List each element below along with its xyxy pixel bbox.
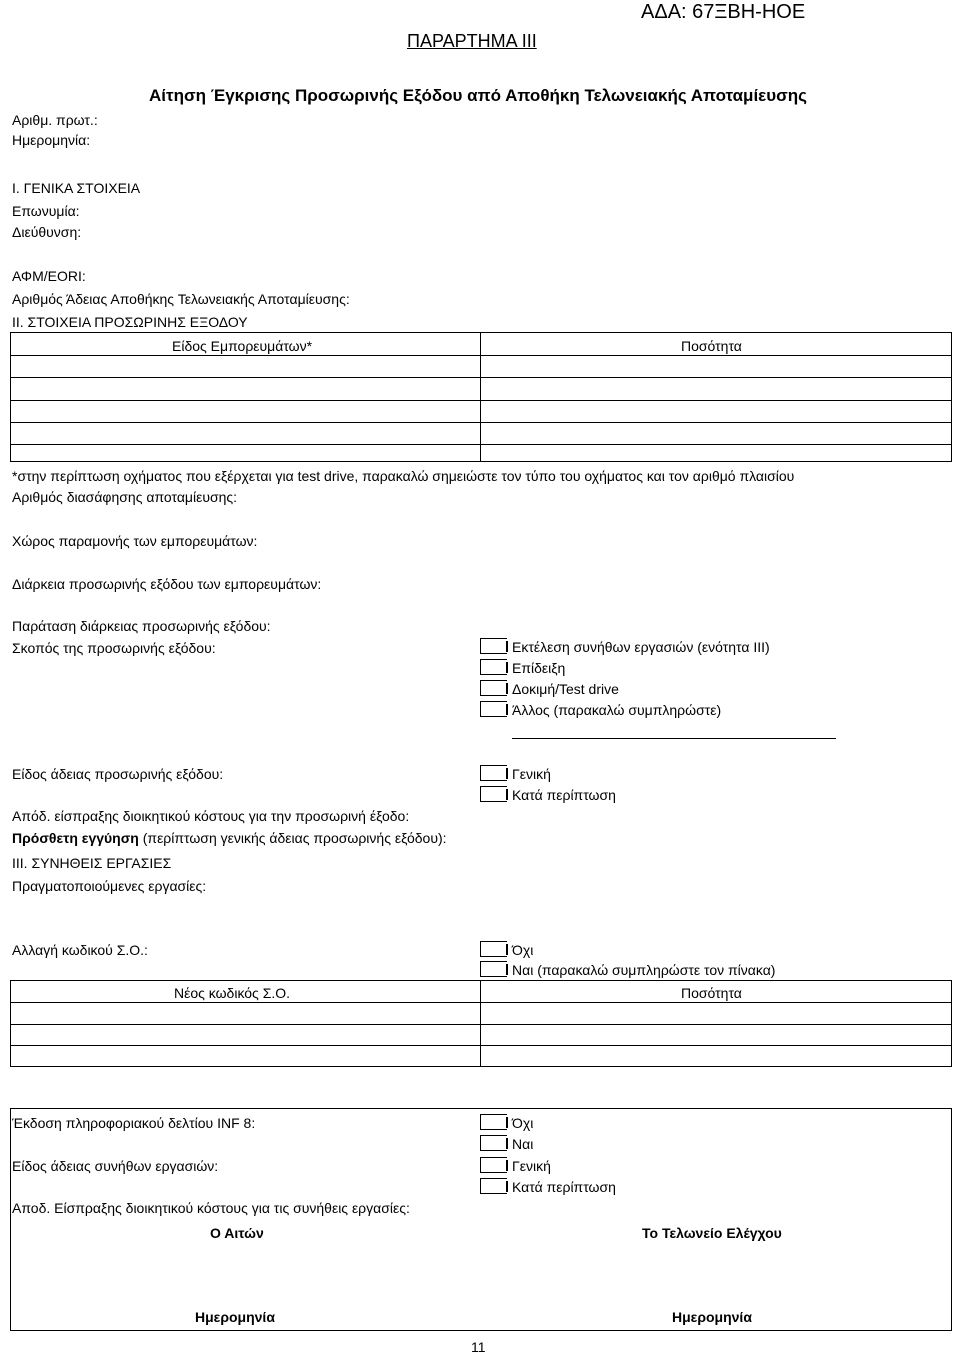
applicant-signature-label: Ο Αιτών — [210, 1225, 264, 1241]
code-table-row-line — [10, 1045, 951, 1046]
date-label: Ημερομηνία: — [12, 132, 91, 148]
test-drive-footnote: *στην περίπτωση οχήματος που εξέρχεται για test drive, παρακαλώ σημειώστε τον τύπο του οχήματος και τον αριθμό πλαισίου — [12, 468, 795, 484]
declaration-label: Αριθμός διασάφησης αποταμίευσης: — [12, 489, 238, 505]
goods-table-row-line — [10, 355, 951, 356]
protocol-label: Αριθμ. πρωτ.: — [12, 112, 98, 128]
name-label: Επωνυμία: — [12, 203, 80, 219]
receipt-label: Απόδ. είσπραξης διοικητικού κόστους για την προσωρινή έξοδο: — [12, 808, 410, 824]
other-purpose-fill-line[interactable] — [512, 738, 836, 739]
document-title: Αίτηση Έγκρισης Προσωρινής Εξόδου από Αποθήκη Τελωνειακής Αποταμίευσης — [149, 86, 808, 105]
permit-type-checkbox[interactable] — [480, 786, 507, 802]
code-change-checkbox[interactable] — [480, 961, 507, 977]
section2-heading: ΙΙ. ΣΤΟΙΧΕΙΑ ΠΡΟΣΩΡΙΝΗΣ ΕΞΟΔΟΥ — [12, 314, 248, 330]
purpose-option: Εκτέλεση συνήθων εργασιών (ενότητα ΙΙΙ) — [512, 639, 770, 655]
permit-type-label: Είδος άδειας προσωρινής εξόδου: — [12, 766, 224, 782]
purpose-checkbox[interactable] — [480, 680, 507, 696]
goods-column-header: Είδος Εμπορευμάτων* — [172, 338, 313, 354]
address-label: Διεύθυνση: — [12, 224, 82, 240]
code-table-row-line — [10, 1002, 951, 1003]
customs-signature-label: Το Τελωνείο Ελέγχου — [642, 1225, 782, 1241]
purpose-label: Σκοπός της προσωρινής εξόδου: — [12, 640, 216, 656]
extension-label: Παράταση διάρκειας προσωρινής εξόδου: — [12, 618, 271, 634]
permit-type-option: Γενική — [512, 766, 551, 782]
ops-permit-checkbox[interactable] — [480, 1157, 507, 1173]
ops-permit-label: Είδος άδειας συνήθων εργασιών: — [12, 1158, 219, 1174]
ops-permit-option: Κατά περίπτωση — [512, 1179, 616, 1195]
goods-table-row-line — [10, 377, 951, 378]
annex-title: ΠΑΡΑΡΤΗΜΑ ΙΙΙ — [407, 31, 537, 51]
goods-table — [10, 332, 952, 462]
purpose-checkbox[interactable] — [480, 701, 507, 717]
purpose-option: Άλλος (παρακαλώ συμπληρώστε) — [512, 702, 722, 718]
purpose-option: Επίδειξη — [512, 660, 566, 676]
code-change-checkbox[interactable] — [480, 941, 507, 957]
purpose-checkbox[interactable] — [480, 638, 507, 654]
section1-heading: Ι. ΓΕΝΙΚΑ ΣΤΟΙΧΕΙΑ — [12, 180, 141, 196]
customs-date-label: Ημερομηνία — [672, 1309, 752, 1325]
inf8-checkbox[interactable] — [480, 1114, 507, 1130]
inf8-label: Έκδοση πληροφοριακού δελτίου INF 8: — [12, 1115, 256, 1131]
ops-permit-checkbox[interactable] — [480, 1178, 507, 1194]
code-table-row-line — [10, 1024, 951, 1025]
quantity-column-header: Ποσότητα — [681, 338, 742, 354]
goods-table-row-line — [10, 422, 951, 423]
permit-type-option: Κατά περίπτωση — [512, 787, 616, 803]
location-label: Χώρος παραμονής των εμπορευμάτων: — [12, 533, 258, 549]
code-quantity-column-header: Ποσότητα — [681, 985, 742, 1001]
inf8-checkbox[interactable] — [480, 1135, 507, 1151]
duration-label: Διάρκεια προσωρινής εξόδου των εμπορευμάτων: — [12, 576, 322, 592]
purpose-checkbox[interactable] — [480, 659, 507, 675]
guarantee-label-bold: Πρόσθετη εγγύηση — [12, 830, 139, 846]
operations-label: Πραγματοποιούμενες εργασίες: — [12, 878, 207, 894]
code-change-option: Όχι — [512, 942, 534, 958]
vat-label: ΑΦΜ/EORI: — [12, 268, 86, 284]
inf8-option: Ναι — [512, 1136, 534, 1152]
purpose-option: Δοκιμή/Test drive — [512, 681, 619, 697]
ops-permit-option: Γενική — [512, 1158, 551, 1174]
new-code-column-header: Νέος κωδικός Σ.Ο. — [174, 985, 291, 1001]
license-label: Αριθμός Άδειας Αποθήκης Τελωνειακής Αποταμίευσης: — [12, 291, 350, 307]
guarantee-label — [12, 829, 447, 847]
code-table-divider — [480, 980, 481, 1066]
code-change-label: Αλλαγή κωδικού Σ.Ο.: — [12, 942, 148, 958]
code-change-option: Ναι (παρακαλώ συμπληρώστε τον πίνακα) — [512, 962, 776, 978]
applicant-date-label: Ημερομηνία — [195, 1309, 275, 1325]
inf8-block-top-line — [10, 1108, 951, 1109]
permit-type-checkbox[interactable] — [480, 765, 507, 781]
page-number: 11 — [471, 1339, 486, 1355]
goods-table-row-line — [10, 444, 951, 445]
guarantee-label-rest: (περίπτωση γενικής άδειας προσωρινής εξόδου): — [138, 830, 447, 846]
inf8-option: Όχι — [512, 1115, 534, 1131]
section3-heading: ΙΙΙ. ΣΥΝΗΘΕΙΣ ΕΡΓΑΣΙΕΣ — [12, 855, 172, 871]
goods-table-divider — [480, 332, 481, 461]
goods-table-row-line — [10, 400, 951, 401]
ada-code: ΑΔΑ: 67ΞΒΗ-ΗΟΕ — [641, 1, 806, 23]
ops-receipt-label: Αποδ. Είσπραξης διοικητικού κόστους για τις συνήθεις εργασίες: — [12, 1200, 410, 1216]
